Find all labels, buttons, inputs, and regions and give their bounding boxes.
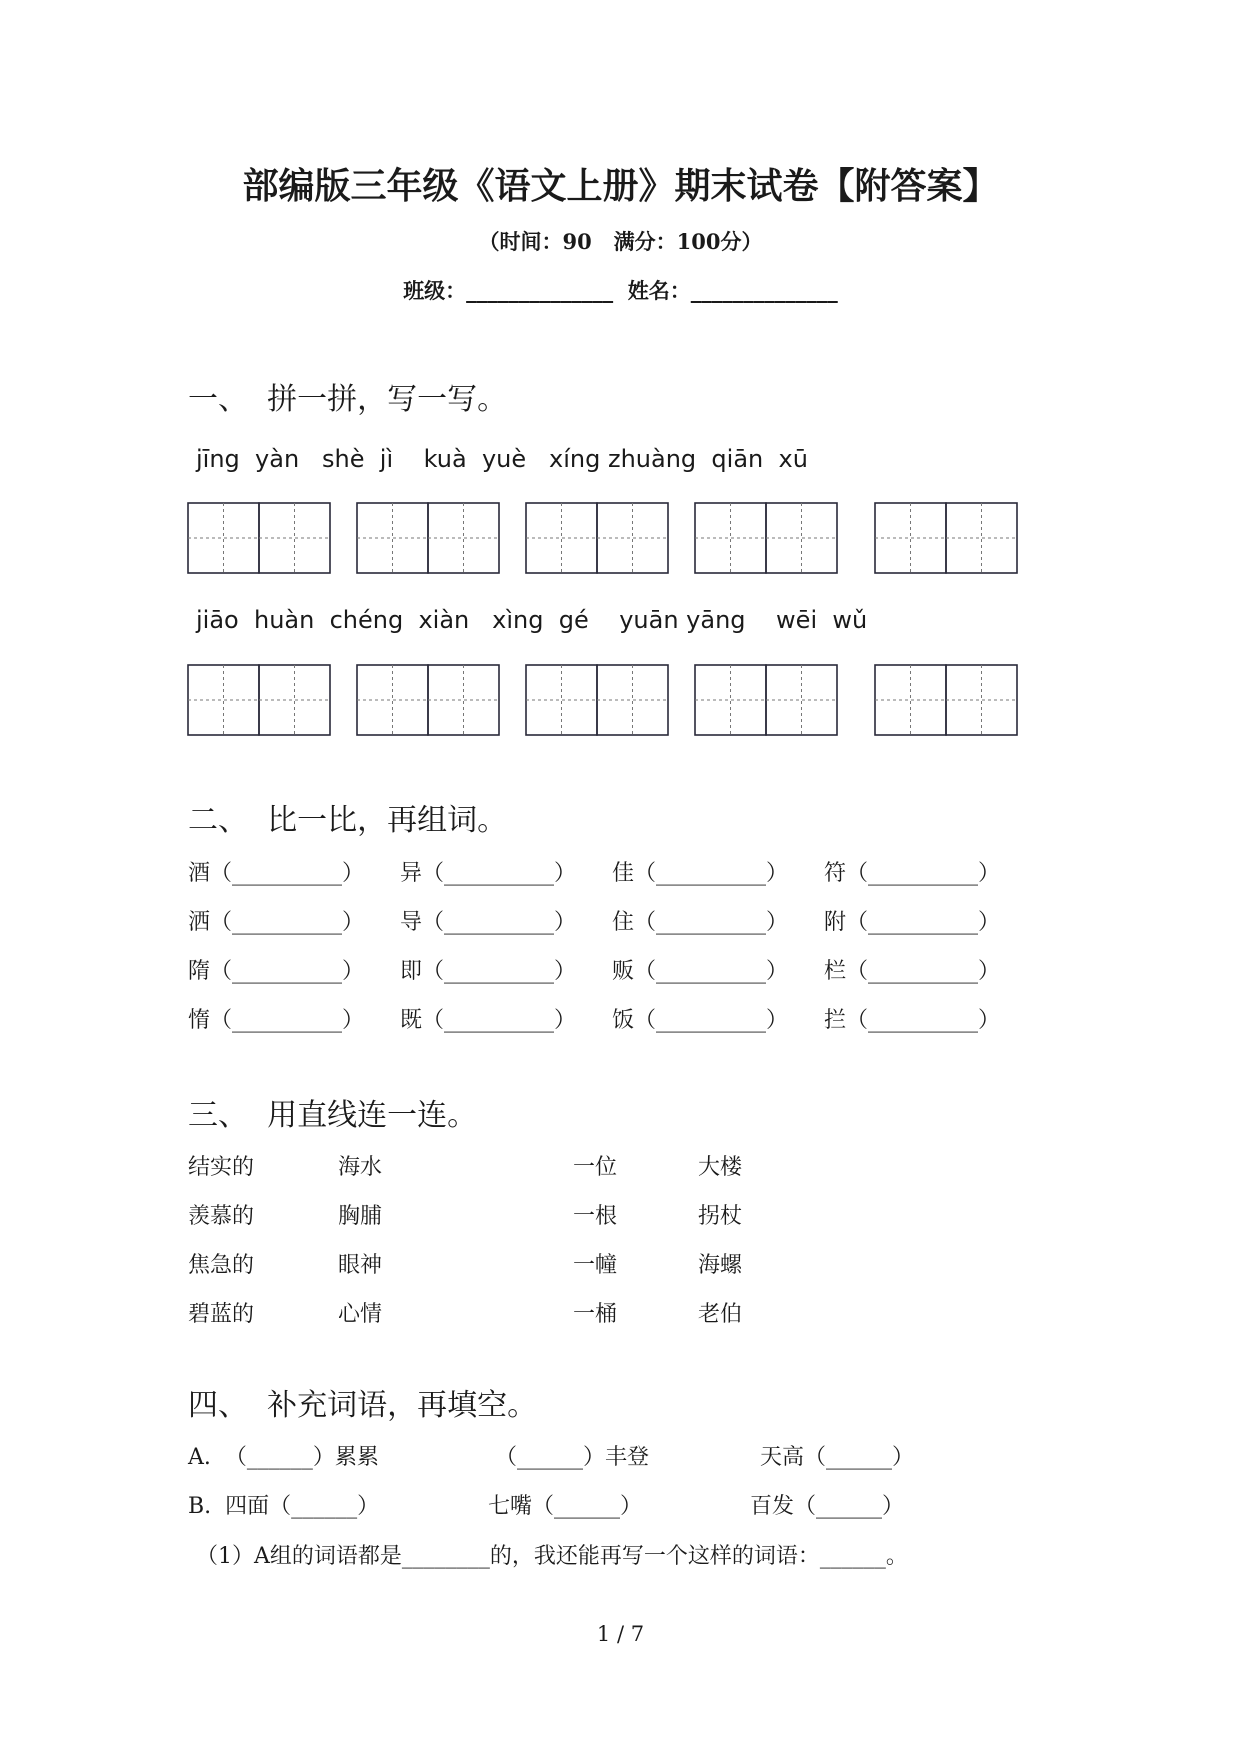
match-word-item: 羡慕的 (188, 1204, 255, 1229)
row-a-item-3: 天高（______） (760, 1445, 915, 1470)
row-a-item-1: A. （______）累累 (188, 1445, 379, 1470)
writing-cell (357, 665, 428, 735)
writing-cell (259, 665, 330, 735)
compare-word-item: 住（__________） (612, 910, 789, 935)
match-word-item: 一根 (573, 1204, 618, 1229)
compare-word-item: 惰（__________） (188, 1008, 365, 1033)
compare-word-item: 酒（__________） (188, 861, 365, 886)
match-word-item: 一幢 (573, 1253, 618, 1278)
match-word-item: 老伯 (698, 1302, 743, 1327)
compare-word-item: 导（__________） (400, 910, 577, 935)
compare-word-item: 符（__________） (824, 861, 1001, 886)
row-b-item-1: B. 四面（______） (188, 1494, 380, 1519)
exam-info: （时间：90 满分：100分） (478, 229, 763, 254)
writing-cell (766, 665, 837, 735)
match-word-item: 大楼 (698, 1155, 743, 1180)
writing-cell (428, 503, 499, 573)
writing-cell (259, 503, 330, 573)
compare-word-item: 佳（__________） (612, 861, 789, 886)
row-a-item-2: （______）丰登 (495, 1445, 650, 1470)
writing-cell (526, 665, 597, 735)
match-word-item: 一位 (573, 1155, 618, 1180)
compare-word-item: 栏（__________） (824, 959, 1001, 984)
writing-cell (695, 665, 766, 735)
page-number: 1 / 7 (596, 1622, 645, 1646)
compare-word-item: 隋（__________） (188, 959, 365, 984)
compare-word-item: 饭（__________） (612, 1008, 789, 1033)
writing-cell (875, 503, 946, 573)
row-b-item-3: 百发（______） (750, 1494, 905, 1519)
compare-word-item: 异（__________） (400, 861, 577, 886)
writing-cell (946, 503, 1017, 573)
match-word-item: 海螺 (698, 1253, 743, 1278)
match-word-item: 焦急的 (188, 1253, 255, 1278)
writing-cell (526, 503, 597, 573)
match-word-item: 碧蓝的 (188, 1302, 255, 1327)
match-word-item: 眼神 (338, 1253, 383, 1278)
writing-cell (188, 503, 259, 573)
section-4-heading: 四、 补充词语，再填空。 (188, 1388, 538, 1423)
compare-word-item: 拦（__________） (824, 1008, 1001, 1033)
compare-word-item: 贩（__________） (612, 959, 789, 984)
writing-cell (946, 665, 1017, 735)
writing-cell (428, 665, 499, 735)
match-word-item: 拐杖 (698, 1204, 743, 1229)
section-1-heading: 一、 拼一拼，写一写。 (188, 382, 508, 417)
row-b-item-2: 七嘴（______） (488, 1494, 643, 1519)
class-name-line: 班级：______________ 姓名：______________ (403, 278, 838, 303)
compare-word-item: 附（__________） (824, 910, 1001, 935)
section-3-heading: 三、 用直线连一连。 (188, 1098, 478, 1133)
compare-word-item: 洒（__________） (188, 910, 365, 935)
pinyin-row-1: jīng yàn shè jì kuà yuè xíng zhuàng qiān xū (196, 445, 808, 473)
match-word-item: 胸脯 (338, 1204, 383, 1229)
writing-cell (357, 503, 428, 573)
compare-word-item: 即（__________） (400, 959, 577, 984)
writing-cell (766, 503, 837, 573)
writing-grid-area (0, 0, 1241, 760)
section-2-heading: 二、 比一比，再组词。 (188, 803, 508, 838)
writing-cell (597, 503, 668, 573)
compare-word-item: 既（__________） (400, 1008, 577, 1033)
match-word-item: 一桶 (573, 1302, 618, 1327)
writing-cell (188, 665, 259, 735)
writing-cell (875, 665, 946, 735)
pinyin-row-2: jiāo huàn chéng xiàn xìng gé yuān yāng wēi wǔ (196, 606, 868, 634)
match-word-item: 结实的 (188, 1155, 255, 1180)
match-word-item: 海水 (338, 1155, 383, 1180)
writing-cell (597, 665, 668, 735)
writing-cell (695, 503, 766, 573)
document-title: 部编版三年级《语文上册》期末试卷【附答案】 (242, 166, 999, 207)
match-word-item: 心情 (338, 1302, 383, 1327)
question-1: （1）A组的词语都是________的，我还能再写一个这样的词语：______。 (196, 1544, 908, 1569)
